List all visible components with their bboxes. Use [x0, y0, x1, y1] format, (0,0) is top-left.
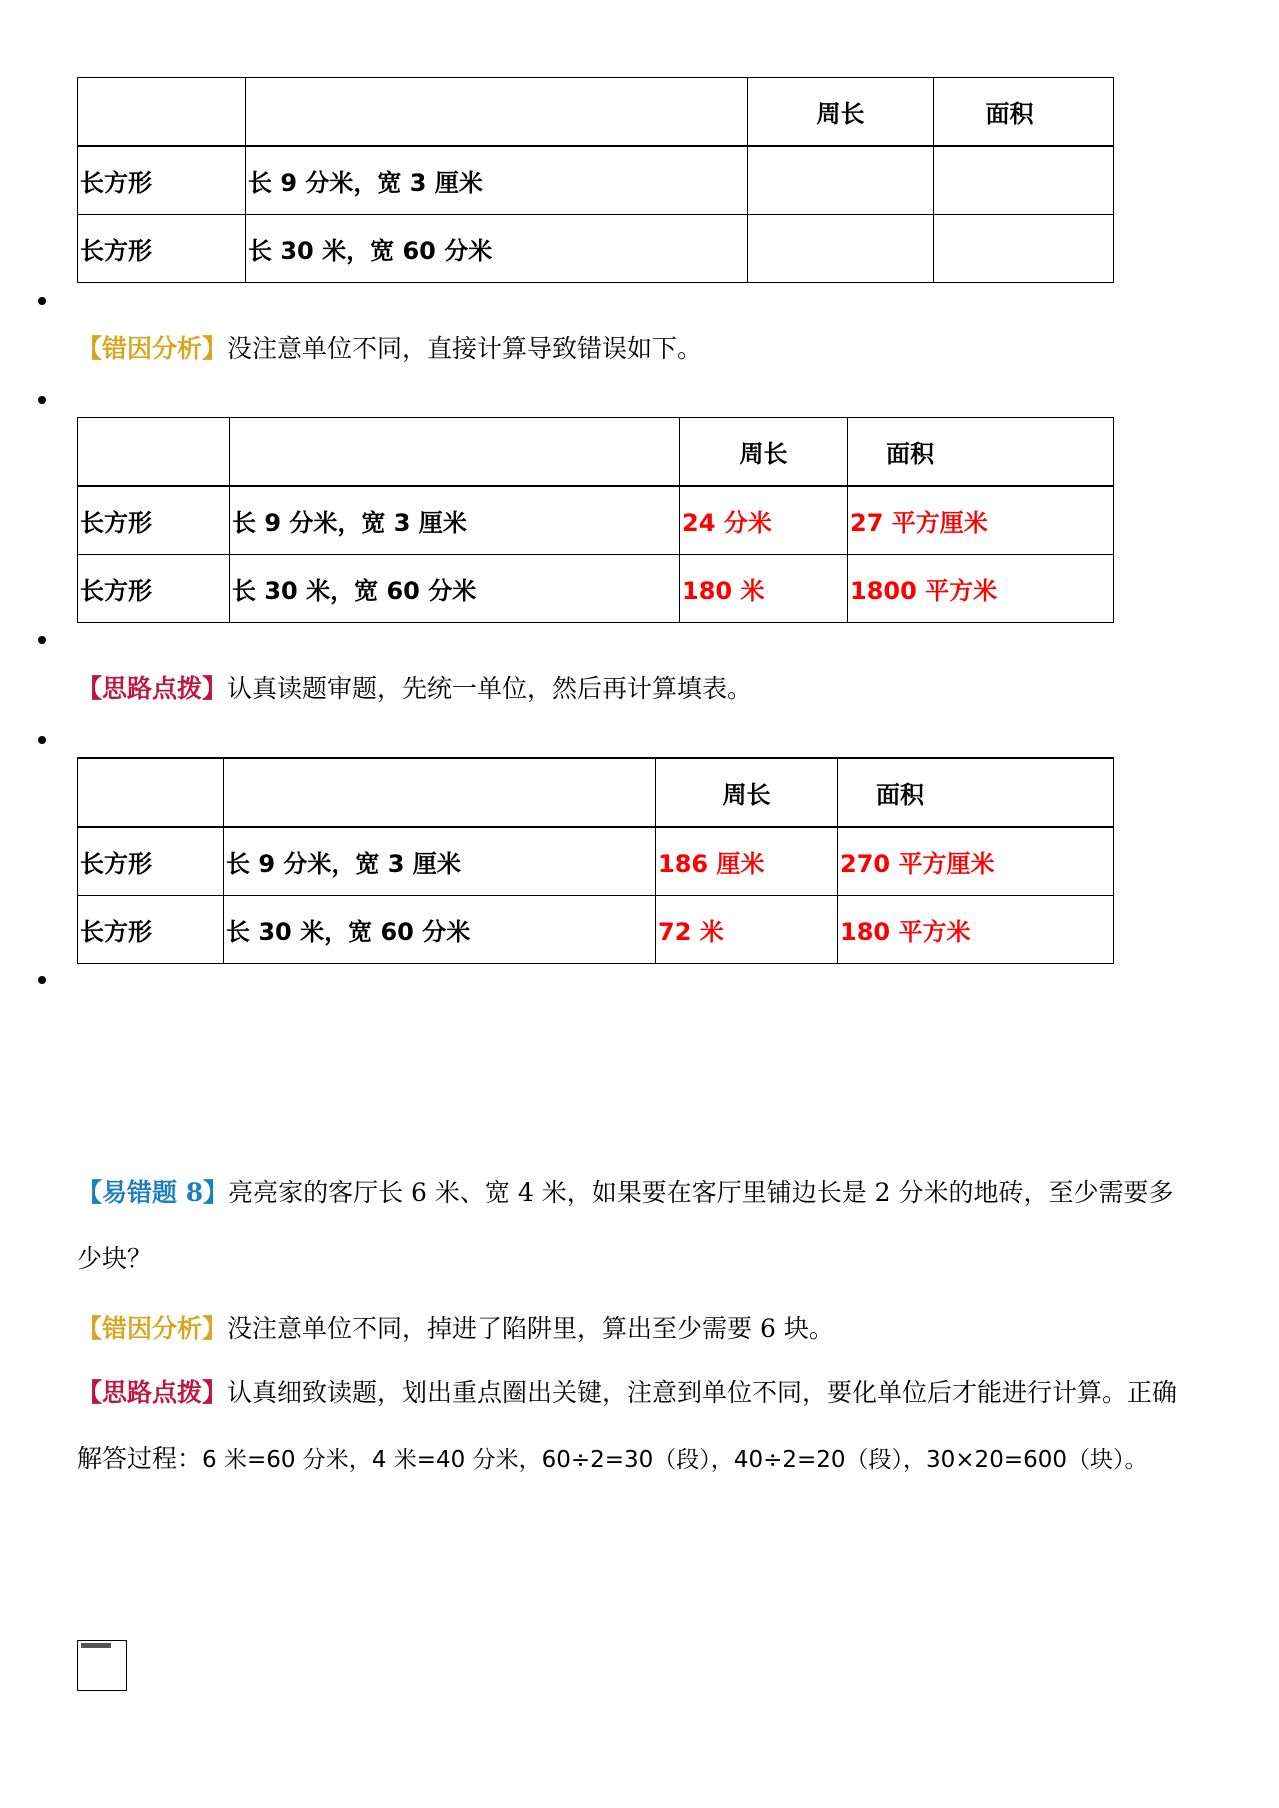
header-perimeter: 周长 [748, 78, 934, 147]
table-header-row [78, 758, 1114, 827]
error-analysis-text: 没注意单位不同，掉进了陷阱里，算出至少需要 6 块。 [227, 1314, 834, 1343]
header-perimeter: 周长 [656, 758, 838, 827]
header-cell [246, 78, 748, 147]
header-perimeter: 周长 [680, 418, 848, 487]
table-1 [77, 77, 1114, 283]
bullet [38, 297, 46, 305]
dimension-cell: 长 30 米，宽 60 分米 [246, 215, 748, 283]
table-row [78, 146, 1114, 215]
error-analysis-1 [77, 332, 702, 366]
table-row [78, 896, 1114, 964]
error-analysis-label: 【错因分析】 [77, 1314, 228, 1343]
bullet [38, 976, 46, 984]
header-area: 面积 [838, 758, 1114, 827]
area-cell: 270 平方厘米 [838, 827, 1114, 896]
problem-text: 亮亮家的客厅长 6 米、宽 4 米，如果要在客厅里铺边长是 2 分米的地砖，至少需要多少块？ [77, 1178, 1174, 1273]
header-cell [78, 758, 224, 827]
table-header-row [78, 78, 1114, 147]
table-header-row [78, 418, 1114, 487]
shape-cell: 长方形 [78, 146, 246, 215]
dimension-cell: 长 30 米，宽 60 分米 [230, 555, 680, 623]
header-cell [224, 758, 656, 827]
tiny-caption-mark [81, 1643, 111, 1648]
hint-text: 认真读题审题，先统一单位，然后再计算填表。 [227, 674, 753, 703]
perimeter-cell: 186 厘米 [656, 827, 838, 896]
perimeter-cell [748, 146, 934, 215]
solution-text: 6 米=60 分米，4 米=40 分米，60÷2=30（段），40÷2=20（段），30×20=600（块）。 [202, 1447, 1148, 1473]
shape-cell: 长方形 [78, 896, 224, 964]
table-row [78, 215, 1114, 283]
header-area: 面积 [934, 78, 1114, 147]
small-framed-image [77, 1640, 127, 1691]
area-cell: 1800 平方米 [848, 555, 1114, 623]
dimension-cell: 长 9 分米，宽 3 厘米 [230, 486, 680, 555]
perimeter-cell: 180 米 [680, 555, 848, 623]
hint-label: 【思路点拨】 [77, 1378, 228, 1407]
problem-label: 【易错题 8】 [77, 1178, 229, 1207]
shape-cell: 长方形 [78, 555, 230, 623]
dimension-cell: 长 30 米，宽 60 分米 [224, 896, 656, 964]
hint-2 [77, 1360, 1197, 1493]
area-cell: 27 平方厘米 [848, 486, 1114, 555]
bullet [38, 636, 46, 644]
table-row [78, 486, 1114, 555]
header-cell [230, 418, 680, 487]
area-cell [934, 215, 1114, 283]
hint-1 [77, 672, 752, 706]
shape-cell: 长方形 [78, 486, 230, 555]
header-cell [78, 78, 246, 147]
perimeter-cell: 72 米 [656, 896, 838, 964]
dimension-cell: 长 9 分米，宽 3 厘米 [224, 827, 656, 896]
table-row [78, 827, 1114, 896]
table-row [78, 555, 1114, 623]
table-2 [77, 417, 1114, 623]
header-area: 面积 [848, 418, 1114, 487]
header-cell [78, 418, 230, 487]
perimeter-cell [748, 215, 934, 283]
problem-8 [77, 1160, 1197, 1292]
bullet [38, 396, 46, 404]
error-analysis-label: 【错因分析】 [77, 334, 228, 363]
bullet [38, 736, 46, 744]
shape-cell: 长方形 [78, 827, 224, 896]
shape-cell: 长方形 [78, 215, 246, 283]
hint-label: 【思路点拨】 [77, 674, 228, 703]
error-analysis-text: 没注意单位不同，直接计算导致错误如下。 [227, 334, 703, 363]
hint-text: 认真细致读题，划出重点圈出关键，注意到单位不同，要化单位后才能进行计算。正确解答过程： [77, 1378, 1178, 1473]
dimension-cell: 长 9 分米，宽 3 厘米 [246, 146, 748, 215]
error-analysis-2 [77, 1312, 834, 1346]
perimeter-cell: 24 分米 [680, 486, 848, 555]
area-cell [934, 146, 1114, 215]
table-3 [77, 757, 1114, 964]
area-cell: 180 平方米 [838, 896, 1114, 964]
